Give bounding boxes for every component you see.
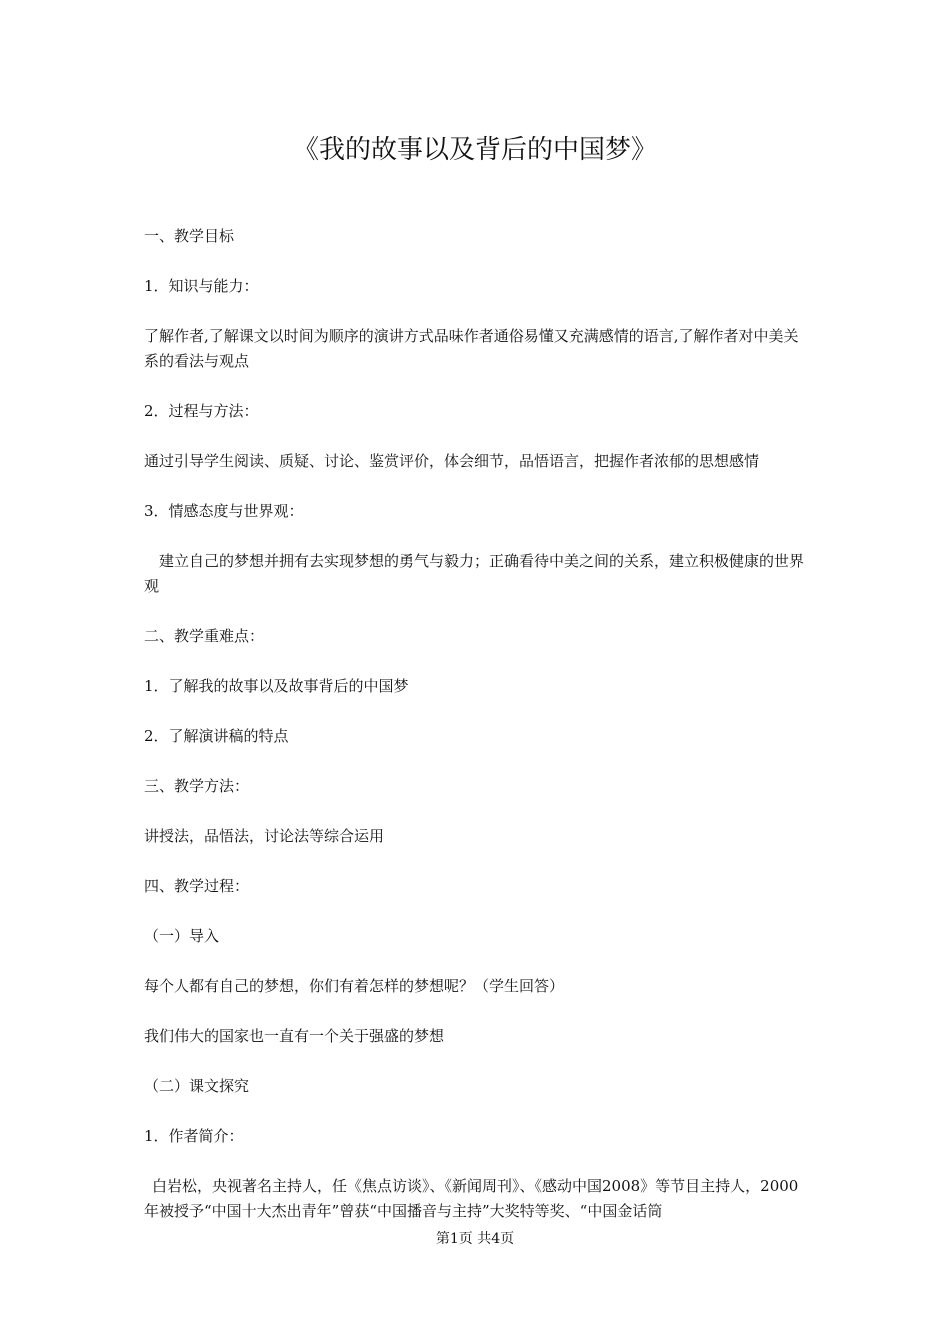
document-title: 《我的故事以及背后的中国梦》 [292, 135, 657, 165]
section-heading-methods: 三、教学方法： [144, 777, 250, 795]
paragraph-attitude: 建立自己的梦想并拥有去实现梦想的勇气与毅力；正确看待中美之间的关系，建立积极健康的世界观 [144, 552, 805, 595]
subheading-knowledge: 1．知识与能力： [144, 277, 259, 295]
section-heading-process: 四、教学过程： [144, 877, 250, 895]
key-point-1: 1．了解我的故事以及故事背后的中国梦 [144, 677, 409, 695]
subheading-author-intro: 1．作者简介： [144, 1127, 244, 1145]
document-body [144, 224, 810, 1224]
paragraph-knowledge: 了解作者,了解课文以时间为顺序的演讲方式品味作者通俗易懂又充满感情的语言,了解作者对中美关系的看法与观点 [144, 327, 799, 370]
paragraph-intro-2: 我们伟大的国家也一直有一个关于强盛的梦想 [144, 1027, 445, 1045]
paragraph-intro-1: 每个人都有自己的梦想，你们有着怎样的梦想呢？（学生回答） [144, 977, 565, 995]
key-point-2: 2．了解演讲稿的特点 [144, 727, 289, 745]
paragraph-methods: 讲授法，品悟法，讨论法等综合运用 [144, 827, 385, 845]
subheading-process: 2．过程与方法： [144, 402, 259, 420]
paragraph-process: 通过引导学生阅读、质疑、讨论、鉴赏评价，体会细节，品悟语言，把握作者浓郁的思想感情 [144, 452, 760, 470]
subheading-attitude: 3．情感态度与世界观： [144, 502, 304, 520]
section-heading-objectives: 一、教学目标 [144, 227, 235, 245]
paragraph-author-bio: 白岩松，央视著名主持人，任《焦点访谈》、《新闻周刊》、《感动中国2008》等节目主持人，2000年被授予“中国十大杰出青年”曾获“中国播音与主持”大奖特等奖、“中国金话筒 [144, 1177, 799, 1220]
subheading-text-exploration: （二）课文探究 [144, 1077, 250, 1095]
page-footer: 第1页 共4页 [435, 1231, 515, 1247]
section-heading-key-points: 二、教学重难点： [144, 627, 265, 645]
subheading-intro: （一）导入 [144, 927, 220, 945]
